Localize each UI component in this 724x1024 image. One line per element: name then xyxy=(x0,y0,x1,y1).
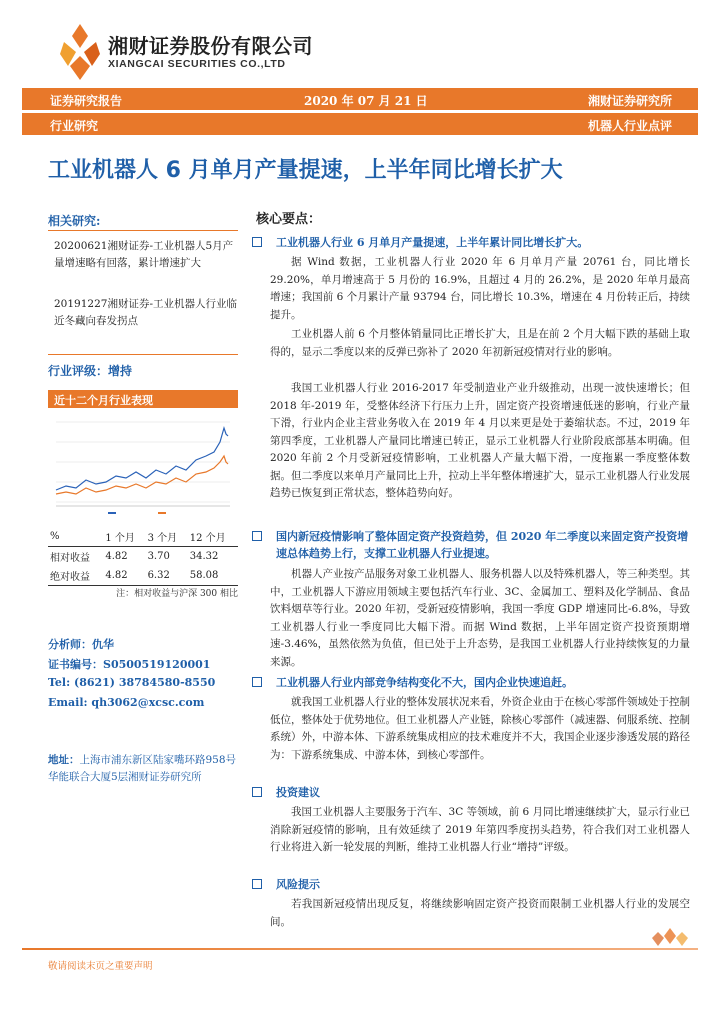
checkbox-bullet-icon xyxy=(252,677,262,687)
industry-rating: 行业评级：增持 xyxy=(48,364,133,378)
cell-12m: 34.32 xyxy=(189,551,219,562)
analyst-email[interactable]: Email: qh3062@xcsc.com xyxy=(48,696,205,709)
address-label: 地址： xyxy=(48,754,80,766)
table-note: 注：相对收益与沪深 300 相比 xyxy=(116,589,238,599)
cell-3m: 3.70 xyxy=(147,551,170,562)
paragraph: 工业机器人前 6 个月整体销量同比正增长扩大，且是在前 2 个月大幅下跌的基础上取得的，显示二季度以来的反弹已弥补了 2020 年初新冠疫情对行业的影响。 xyxy=(270,328,690,358)
related-heading: 相关研究: xyxy=(48,214,101,228)
related-item: 20191227湘财证券-工业机器人行业临近冬藏向春发拐点 xyxy=(54,298,237,327)
report-type: 证券研究报告 xyxy=(50,94,123,108)
core-points-heading: 核心要点： xyxy=(256,212,322,227)
performance-chart xyxy=(48,412,238,522)
cell-1m: 4.82 xyxy=(103,566,145,586)
checkbox-bullet-icon xyxy=(252,237,262,247)
analyst-name: 分析师：仇华 xyxy=(48,638,114,651)
research-category: 行业研究 xyxy=(50,119,99,133)
bullet-point: 国内新冠疫情影响了整体固定资产投资趋势，但 2020 年二季度以来固定资产投资增速总体趋势上行，支撑工业机器人行业提速。 xyxy=(252,528,692,562)
cell-1m: 4.82 xyxy=(105,551,128,562)
column-header: 12 个月 xyxy=(188,527,238,547)
cell-3m: 6.32 xyxy=(146,566,188,586)
address-text: 上海市浦东新区陆家嘴环路958号华能联合大厦5层湘财证券研究所 xyxy=(48,754,237,783)
paragraph: 就我国工业机器人行业的整体发展状况来看，外资企业由于在核心零部件领域处于控制低位，整体处于优势地位。但工业机器人产业链，除核心零部件（减速器、伺服系统、控制系统）外，中游本体、下游系统集成相应的技术难度并不大，我国企业逐步渗透发展的路径为：下游系统集成、中游本体，到核心零部件。 xyxy=(270,696,690,761)
row-label: 相对收益 xyxy=(50,553,90,564)
table-row xyxy=(48,547,238,567)
related-item: 20200621湘财证券-工业机器人5月产量增速略有回落，累计增速扩大 xyxy=(54,240,234,269)
page-title: 工业机器人 6 月单月产量提速，上半年同比增长扩大 xyxy=(48,158,563,183)
divider xyxy=(48,230,238,231)
bullet-point: 工业机器人行业内部竞争结构变化不大，国内企业快速追赶。 xyxy=(252,674,692,691)
company-name-cn: 湘财证券股份有限公司 xyxy=(108,34,313,58)
paragraph: 据 Wind 数据，工业机器人行业 2020 年 6 月单月产量 20761 台，同比增长 29.20%，单月增速高于 5 月份的 16.9%，且超过 4 月的 26.2%，是 2020 年单月最高增速；我国前 6 个月累计产量 93794 台，同比增长 10.3%，增速在 4 月份转正后，持续提升。 xyxy=(270,256,690,321)
performance-table xyxy=(48,527,238,586)
checkbox-bullet-icon xyxy=(252,531,262,541)
column-header: 3 个月 xyxy=(146,527,188,547)
company-logo-icon xyxy=(58,22,102,82)
bullet-point: 工业机器人行业 6 月单月产量提速，上半年累计同比增长扩大。 xyxy=(252,234,692,251)
footer-logo-mark-icon xyxy=(640,926,700,948)
table-header-row xyxy=(48,527,238,547)
bullet-point: 投资建议 xyxy=(252,784,692,801)
chart-series-industry xyxy=(56,428,228,490)
checkbox-bullet-icon xyxy=(252,879,262,889)
cell-12m: 58.08 xyxy=(188,566,238,586)
performance-heading: 近十二个月行业表现 xyxy=(48,390,238,408)
analyst-tel: Tel: (8621) 38784580-8550 xyxy=(48,676,216,689)
column-header: % xyxy=(48,527,103,547)
paragraph: 若我国新冠疫情出现反复，将继续影响固定资产投资而限制工业机器人行业的发展空间。 xyxy=(270,898,690,928)
checkbox-bullet-icon xyxy=(252,787,262,797)
header-band-bottom xyxy=(22,113,698,135)
report-date: 2020 年 07 月 21 日 xyxy=(304,94,428,108)
paragraph: 我国工业机器人行业 2016-2017 年受制造业产业升级推动，出现一波快速增长；但 2018 年-2019 年，受整体经济下行压力上升，固定资产投资增速低迷的影响，行业产量下滑，行业内企业主营业务收入在 2019 年 4 月以来更是处于萎缩状态。不过，2019 年第四季度，工业机器人产量同比增速已转正，显示工业机器人行业阶段底部基本明确。但 2020 年前 2 个月受新冠疫情影响，工业机器人产量大幅下滑，一度拖累一季度整体数据。但二季度以来单月产量同比上升，拉动上半年整体增速扩大，显示工业机器人行业发展趋势已恢复到正常状态，整体趋势向好。 xyxy=(270,382,690,499)
row-label: 绝对收益 xyxy=(48,566,103,586)
paragraph: 机器人产业按产品服务对象工业机器人、服务机器人以及特殊机器人，等三种类型。其中，工业机器人下游应用领域主要包括汽车行业、3C、金属加工、塑料及化学制品、食品饮料烟草等行业。2020 年初，受新冠疫情影响，我国一季度 GDP 增速同比-6.8%，导致工业机器人行业一季度同比大幅下滑。而据 Wind 数据，上半年固定资产投资预期增速-3.46%，虽然依然为负值，但已处于上升态势，是我国工业机器人行业持续恢复的力量来源。 xyxy=(270,568,690,668)
paragraph: 我国工业机器人主要服务于汽车、3C 等领域，前 6 月同比增速继续扩大，显示行业已消除新冠疫情的影响，且有效延续了 2019 年第四季度拐头趋势，符合我们对工业机器人行业将进入新一轮发展的判断，维持工业机器人行业“增持”评级。 xyxy=(270,806,690,853)
table-row xyxy=(48,566,238,586)
footer-divider xyxy=(22,948,698,950)
bullet-point: 风险提示 xyxy=(252,876,692,893)
company-name-en: XIANGCAI SECURITIES CO.,LTD xyxy=(108,58,286,70)
analyst-cert: 证书编号：S0500519120001 xyxy=(48,658,211,671)
institute-name: 湘财证券研究所 xyxy=(587,94,672,108)
column-header: 1 个月 xyxy=(103,527,145,547)
address-block xyxy=(48,752,240,786)
footer-disclaimer[interactable]: 敬请阅读末页之重要声明 xyxy=(48,961,153,972)
header-band-top xyxy=(22,88,698,110)
divider xyxy=(48,354,238,355)
report-subject: 机器人行业点评 xyxy=(587,119,672,133)
